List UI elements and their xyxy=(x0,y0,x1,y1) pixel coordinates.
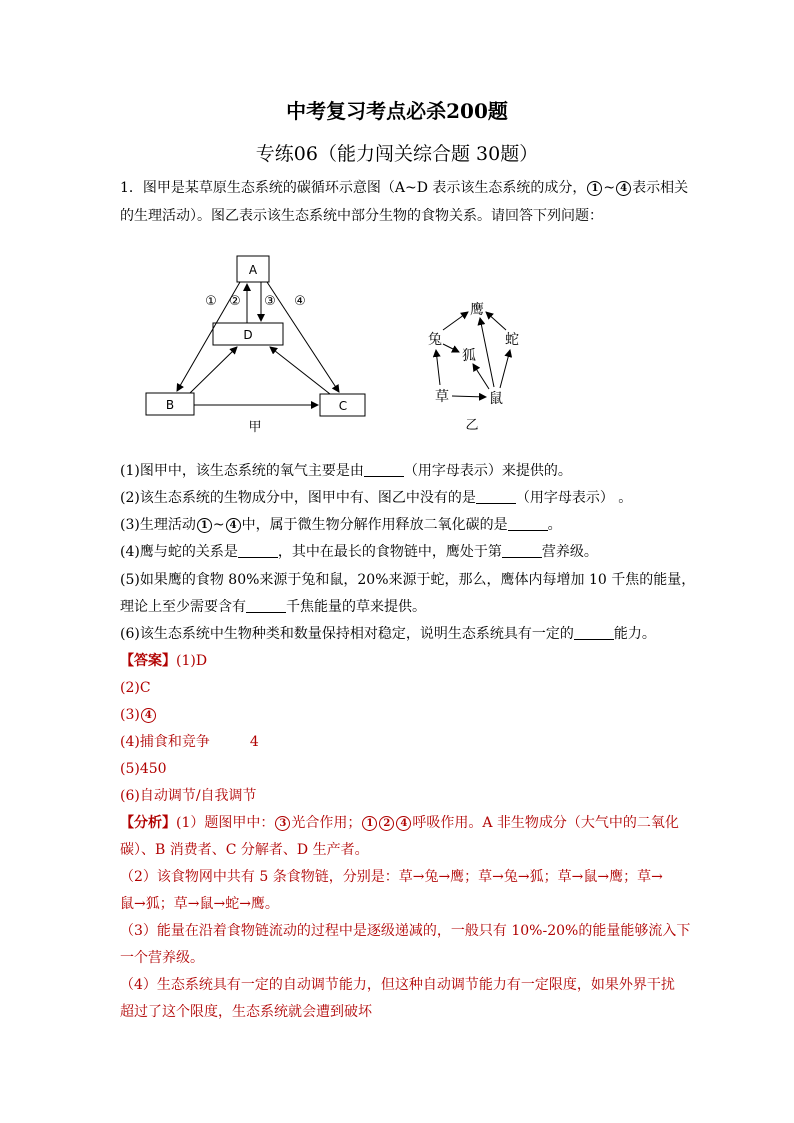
answer-2: (2)C xyxy=(120,680,151,696)
sq3-text-end: 。 xyxy=(547,517,562,533)
circled-one: 1 xyxy=(587,181,602,196)
answer-1-text: (1)D xyxy=(176,653,208,669)
sq6-text: (6)该生态系统中生物种类和数量保持相对稳定，说明生态系统具有一定的 xyxy=(120,626,574,642)
answer-blank xyxy=(246,598,286,613)
edge-rabbit-eagle xyxy=(443,312,468,330)
answer-4-text: (4)捕食和竞争 xyxy=(120,734,210,750)
analysis-line5: （3）能量在沿着食物链流动的过程中是逐级递减的，一般只有 10%-20%的能量能够流入下 xyxy=(120,923,691,939)
subquestion-5-line1: (5)如果鹰的食物 80%来源于兔和鼠，20%来源于蛇，那么，鹰体内每增加 10 千焦的能量， xyxy=(120,572,696,588)
sq3-text-mid: 中，属于微生物分解作用释放二氧化碳的是 xyxy=(241,517,508,533)
question-intro-line2: 的生理活动）。图乙表示该生态系统中部分生物的食物关系。请回答下列问题： xyxy=(120,208,603,224)
sq4-text: (4)鹰与蛇的关系是 xyxy=(120,544,238,560)
answer-blank xyxy=(364,462,404,477)
analysis-line2: 碳）、B 消费者、C 分解者、D 生产者。 xyxy=(120,842,369,858)
answer-1 xyxy=(120,651,680,671)
sq1-text: (1)图甲中，该生态系统的氧气主要是由 xyxy=(120,463,364,479)
process-4-label: ④ xyxy=(294,294,306,309)
node-snake: 蛇 xyxy=(505,332,519,348)
answer-4 xyxy=(120,732,680,752)
process-3-label: ③ xyxy=(264,294,276,309)
circled-four: 4 xyxy=(396,816,411,831)
circled-four: 4 xyxy=(141,708,156,723)
analysis-line8: 超过了这个限度，生态系统就会遭到破坏 xyxy=(120,1004,372,1020)
sq4-text-mid: ，其中在最长的食物链中，鹰处于第 xyxy=(277,544,502,560)
arrow-b-to-d xyxy=(190,347,237,393)
edge-mouse-eagle xyxy=(480,318,494,387)
answer-3-text: (3) xyxy=(120,707,140,723)
analysis-text: (1）题图甲中： xyxy=(176,815,275,831)
node-eagle: 鹰 xyxy=(470,302,484,318)
analysis-line6: 一个营养级。 xyxy=(120,950,204,966)
label-c: C xyxy=(338,399,348,413)
label-b: B xyxy=(165,398,175,412)
food-web-diagram xyxy=(428,302,519,433)
intro-text-end: 表示相关 xyxy=(632,180,689,196)
page-subtitle: 专练06（能力闯关综合题 30题） xyxy=(255,143,539,165)
sq2-text: (2)该生态系统的生物成分中，图甲中有、图乙中没有的是 xyxy=(120,490,476,506)
sq1-text-end: （用字母表示）来提供的。 xyxy=(403,463,572,479)
label-d: D xyxy=(243,328,253,342)
process-2-label: ② xyxy=(229,294,241,309)
answer-blank xyxy=(238,543,278,558)
carbon-cycle-diagram xyxy=(146,256,365,435)
edge-mouse-fox xyxy=(473,364,489,389)
subquestion-3: (3)生理活动 1 ~ 4 中，属于微生物分解作用释放二氧化碳的是 。 xyxy=(120,517,562,533)
node-mouse: 鼠 xyxy=(489,391,503,407)
sq5-text: 理论上至少需要含有 xyxy=(120,599,246,615)
edge-snake-eagle xyxy=(486,312,506,330)
subquestion-1 xyxy=(120,461,680,481)
node-grass: 草 xyxy=(435,389,449,405)
circled-one: 1 xyxy=(197,518,212,533)
circled-two: 2 xyxy=(379,816,394,831)
node-fox: 狐 xyxy=(462,348,476,364)
subquestion-4 xyxy=(120,542,680,562)
circled-four: 4 xyxy=(616,181,631,196)
page-title: 中考复习考点必杀200题 xyxy=(286,99,508,123)
answer-blank xyxy=(574,625,614,640)
node-rabbit: 兔 xyxy=(428,332,442,348)
answer-label: 【答案】 xyxy=(120,653,176,669)
answer-5: (5)450 xyxy=(120,761,167,777)
answer-blank xyxy=(508,516,548,531)
edge-grass-mouse xyxy=(452,396,486,397)
sq6-text-end: 能力。 xyxy=(613,626,656,642)
subquestion-5-line2 xyxy=(120,597,680,617)
answer-blank xyxy=(476,489,516,504)
figure-jia-caption: 甲 xyxy=(248,420,262,435)
answer-blank xyxy=(502,543,542,558)
edge-grass-rabbit xyxy=(436,350,440,385)
figure-yi-caption: 乙 xyxy=(465,418,479,433)
arrow-c-to-d xyxy=(270,347,330,394)
sq5-text-end: 千焦能量的草来提供。 xyxy=(286,599,426,615)
analysis-line1 xyxy=(120,813,680,833)
answer-6: (6)自动调节/自我调节 xyxy=(120,788,257,804)
sq4-text-end: 营养级。 xyxy=(541,544,598,560)
analysis-text-photosynthesis: 光合作用； xyxy=(291,815,362,831)
process-1-label: ① xyxy=(205,294,217,309)
analysis-label: 【分析】 xyxy=(120,815,176,831)
subquestion-2 xyxy=(120,488,680,508)
answer-3 xyxy=(120,705,680,725)
question-intro-line1: 1．图甲是某草原生态系统的碳循环示意图（A~D 表示该生态系统的成分， 1 ~ 4 表示相关 xyxy=(120,180,689,196)
analysis-line7: （4）生态系统具有一定的自动调节能力，但这种自动调节能力有一定限度，如果外界干扰 xyxy=(120,977,675,993)
analysis-text-respiration: 呼吸作用。A 非生物成分（大气中的二氧化 xyxy=(412,815,679,831)
answer-4-number: 4 xyxy=(249,734,259,750)
circled-four: 4 xyxy=(226,518,241,533)
circled-three: 3 xyxy=(275,816,290,831)
analysis-line3: （2）该食物网中共有 5 条食物链，分别是：草→兔→鹰；草→兔→狐；草→鼠→鹰；草→ xyxy=(120,869,663,885)
circled-one: 1 xyxy=(362,816,377,831)
sq3-text: (3)生理活动 xyxy=(120,517,196,533)
label-a: A xyxy=(248,263,258,277)
figure-area xyxy=(140,250,560,440)
analysis-line4: 鼠→狐；草→鼠→蛇→鹰。 xyxy=(120,896,279,912)
edge-rabbit-fox xyxy=(443,344,459,352)
sq2-text-end: （用字母表示） 。 xyxy=(515,490,633,506)
intro-text: 1．图甲是某草原生态系统的碳循环示意图（A~D 表示该生态系统的成分， xyxy=(120,180,587,196)
subquestion-6 xyxy=(120,624,680,644)
edge-mouse-snake xyxy=(500,350,510,388)
